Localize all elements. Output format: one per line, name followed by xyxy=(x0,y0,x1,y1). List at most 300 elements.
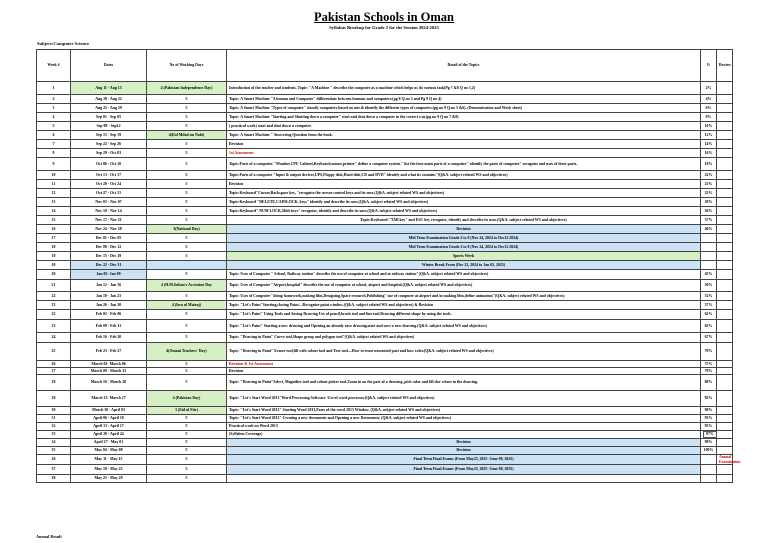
topic-cell: Topic:Keyboard "DELETE,CAPSLOCK, keys" identify and describe its uses.(Q&A. subject related WS and objectives) xyxy=(227,198,701,207)
week-cell: 29 xyxy=(37,391,71,407)
percent-cell xyxy=(701,243,717,252)
table-row xyxy=(37,415,733,423)
percent-cell: 2% xyxy=(701,82,717,95)
working-days-cell: 5 xyxy=(147,333,227,343)
working-days-cell: 5 xyxy=(147,171,227,180)
working-days-cell: 5 xyxy=(147,198,227,207)
working-days-cell: 5 xyxy=(147,415,227,423)
working-days-cell: 5 xyxy=(147,368,227,375)
percent-cell: 36% xyxy=(701,207,717,216)
working-days-cell: 5 xyxy=(147,320,227,333)
table-row xyxy=(37,320,733,333)
percent-cell: 8% xyxy=(701,113,717,122)
percent-cell: 37% xyxy=(701,216,717,225)
review-cell xyxy=(717,447,733,455)
topic-cell: Revision xyxy=(227,368,701,375)
review-cell xyxy=(717,280,733,292)
table-row xyxy=(37,171,733,180)
week-cell: 26 xyxy=(37,361,71,368)
table-row xyxy=(37,455,733,465)
topic-cell: Topic: A Smart Machine "A human and Computer" differentiate between humans and computers.(pg 8 Q.no 3 and Pg 9 Q no 4) xyxy=(227,95,701,104)
review-cell xyxy=(717,216,733,225)
dates-cell: Oct 20 - Oct 24 xyxy=(71,180,147,189)
working-days-cell: 5 xyxy=(147,455,227,465)
review-cell xyxy=(717,113,733,122)
review-cell xyxy=(717,310,733,320)
week-cell: 23 xyxy=(37,320,71,333)
week-cell: 17 xyxy=(37,234,71,243)
dates-cell: Feb 16 - Feb 20 xyxy=(71,333,147,343)
working-days-cell: 4 (Pakistan Independence Day) xyxy=(147,82,227,95)
review-cell xyxy=(717,122,733,131)
dates-cell: Aug 11 - Aug 15 xyxy=(71,82,147,95)
week-cell: 5 xyxy=(37,122,71,131)
subject-label: Subject:Computer Science xyxy=(37,41,90,46)
percent-cell: 25% xyxy=(701,189,717,198)
working-days-cell: 5 xyxy=(147,447,227,455)
topic-cell: Topic: "Let's Paint" Using Tools and Saving Drawing Use of pencil,brush tool and line tool.Drawing different shape by using the tools. xyxy=(227,310,701,320)
working-days-cell: 5 xyxy=(147,189,227,198)
dates-cell: May 25 - May 29 xyxy=(71,475,147,483)
table-row xyxy=(37,234,733,243)
dates-cell: April 20 - April 24 xyxy=(71,431,147,439)
percent-cell: 45% xyxy=(701,270,717,280)
table-row xyxy=(37,198,733,207)
topic-cell: Topic: "Let's Start Word 2013"Word Processing Software. Use of word processor.(Q&A. subject related WS and objectives) xyxy=(227,391,701,407)
percent-cell xyxy=(701,475,717,483)
topic-cell: Revision xyxy=(227,140,701,149)
table-row xyxy=(37,343,733,361)
week-cell: 15 xyxy=(37,216,71,225)
topic-cell: Topic: "Let's Start Word 2013" Creating a new documents and Opening a new Documents. (Q&A. subject related WS and objectives) xyxy=(227,415,701,423)
table-row xyxy=(37,82,733,95)
table-row xyxy=(37,447,733,455)
table-row xyxy=(37,149,733,158)
dates-cell: Jan 05- Jan 09 xyxy=(71,270,147,280)
dates-cell: May 04 - May 08 xyxy=(71,447,147,455)
review-cell xyxy=(717,207,733,216)
review-cell xyxy=(717,375,733,391)
working-days-cell: 5 xyxy=(147,95,227,104)
review-cell xyxy=(717,243,733,252)
table-row xyxy=(37,465,733,475)
percent-cell xyxy=(701,252,717,261)
working-days-cell: 5 xyxy=(147,423,227,431)
week-cell: 14 xyxy=(37,207,71,216)
dates-cell: Nov 03 - Nov 07 xyxy=(71,198,147,207)
table-row xyxy=(37,216,733,225)
header-percent: % xyxy=(701,50,717,82)
week-cell: 37 xyxy=(37,465,71,475)
dates-cell: Nov 24 - Nov 28 xyxy=(71,225,147,234)
table-row xyxy=(37,333,733,343)
table-row xyxy=(37,439,733,447)
header-dates: Dates xyxy=(71,50,147,82)
table-row xyxy=(37,407,733,415)
week-cell: 31 xyxy=(37,415,71,423)
working-days-cell: 5 xyxy=(147,122,227,131)
topic-cell: Introduction of the teacher and students. Topic: "A Machine " describe the computer as a machine which helps us do various task(Pg 7 &8 Q no 1,2) xyxy=(227,82,701,95)
week-cell: 22 xyxy=(37,292,71,301)
review-cell xyxy=(717,234,733,243)
dates-cell: Oct 13 - Oct 17 xyxy=(71,171,147,180)
week-cell: 28 xyxy=(37,375,71,391)
dates-cell: Nov 10 - Nov 14 xyxy=(71,207,147,216)
dates-cell: Aug 25 - Aug 29 xyxy=(71,104,147,113)
review-cell xyxy=(717,252,733,261)
percent-value-box: 97% xyxy=(703,431,717,437)
week-cell: 38 xyxy=(37,475,71,483)
topic-cell: Practical work on Word 2013 xyxy=(227,423,701,431)
working-days-cell: 4(Omani Teachers' Day) xyxy=(147,343,227,361)
working-days-cell: 5 xyxy=(147,375,227,391)
percent-cell: 62% xyxy=(701,310,717,320)
topic-cell: 1st Assessment xyxy=(227,149,701,158)
working-days-cell: 5 xyxy=(147,361,227,368)
review-cell xyxy=(717,104,733,113)
percent-cell: 67% xyxy=(701,333,717,343)
topic-cell: Mid Term Examination Grade 2 to 8 (Nov 24, 2024 to Dec12 2024) xyxy=(227,234,701,243)
dates-cell: Sep 01 - Sep 05 xyxy=(71,113,147,122)
working-days-cell: 5 xyxy=(147,439,227,447)
percent-cell: 4% xyxy=(701,95,717,104)
percent-cell: 18% xyxy=(701,158,717,171)
week-cell: 22 xyxy=(37,310,71,320)
table-row xyxy=(37,292,733,301)
week-cell: 23 xyxy=(37,301,71,310)
topic-cell: Topic: "Let's Start Word 2013" Starting Word 2013,Parts of the word 2013 Window. (Q&A. subject related WS and objectives) xyxy=(227,407,701,415)
working-days-cell: 5 xyxy=(147,140,227,149)
topic-cell: Sports Week xyxy=(227,252,701,261)
percent-cell xyxy=(701,234,717,243)
working-days-cell: 5 xyxy=(147,292,227,301)
topic-cell xyxy=(227,475,701,483)
topic-cell: Final Term Final Exams (From May25, 2025 -June 08, 2025) xyxy=(227,465,701,475)
working-days-cell: 4 (H.M.Sultan's Accession Day xyxy=(147,280,227,292)
percent-cell: 50% xyxy=(701,280,717,292)
working-days-cell: 5 xyxy=(147,216,227,225)
week-cell: 3 xyxy=(37,104,71,113)
dates-cell: Feb 02 - Feb 06 xyxy=(71,310,147,320)
topic-cell: Topic: A Smart Machine "Types of computer" classify computers based on size.& identify the different types of computers.(pg no 9 Q.no 5 &6). (Demonstration and Work sheet) xyxy=(227,104,701,113)
topic-cell: Topic: A Smart Machine " Answering Question from the book. xyxy=(227,131,701,140)
table-row xyxy=(37,375,733,391)
table-row xyxy=(37,131,733,140)
working-days-cell: 5 xyxy=(147,431,227,439)
dates-cell: Aug 18 - Aug 22 xyxy=(71,95,147,104)
table-row xyxy=(37,475,733,483)
week-cell: 33 xyxy=(37,431,71,439)
review-cell xyxy=(717,368,733,375)
table-row xyxy=(37,431,733,439)
document-subtitle: Syllabus Breakup for Grade 2 for the Session 2024-2025 xyxy=(329,25,439,30)
table-row xyxy=(37,180,733,189)
table-row xyxy=(37,368,733,375)
week-cell: 2 xyxy=(37,95,71,104)
topic-cell: Revision xyxy=(227,225,701,234)
dates-cell: Sep 15 - Sep 19 xyxy=(71,131,147,140)
percent-cell: 78% xyxy=(701,368,717,375)
percent-cell: 22% xyxy=(701,171,717,180)
topic-cell: Topic:Keyboard"Cursor,Backspace key, "recognise the cursor control keys and its uses.(Q&A. subject related WS and objectives) xyxy=(227,189,701,198)
dates-cell: Jan 12 - Jan 16 xyxy=(71,280,147,292)
percent-cell: 99% xyxy=(701,439,717,447)
dates-cell: Oct 06 - Oct 10 xyxy=(71,158,147,171)
percent-cell: 75% xyxy=(701,361,717,368)
dates-cell: Feb 09 - Feb 13 xyxy=(71,320,147,333)
dates-cell: March 02- March 06 xyxy=(71,361,147,368)
topic-cell: Topic: "Drawing in Paint" Eraser tool,fill with colour tool and Text tool....How to erase unwanted part and how color.(Q&A. subject related WS and objectives) xyxy=(227,343,701,361)
dates-cell: Dec 08 - Dec 12 xyxy=(71,243,147,252)
working-days-cell: 5 xyxy=(147,234,227,243)
topic-cell: Winter Break From (Dec 22, 2024 to Jan 02, 2025) xyxy=(227,261,701,270)
percent-cell: 23% xyxy=(701,180,717,189)
topic-cell: Revision & 1st Assessment xyxy=(227,361,701,368)
header-topics: Detail of the Topics xyxy=(227,50,701,82)
working-days-cell: 5 xyxy=(147,252,227,261)
table-row xyxy=(37,261,733,270)
review-cell xyxy=(717,189,733,198)
dates-cell: April 06 - April 10 xyxy=(71,415,147,423)
review-cell xyxy=(717,301,733,310)
header-review: Review xyxy=(717,50,733,82)
document-title: Pakistan Schools in Oman xyxy=(314,10,454,24)
topic-cell: Topic:Parts of a computer. "Monitor,CPU Cabinet,Keyboard,mouse,printer" define a computer system." list the four main parts of a computer" identify the parts of computer" recognise and uses of these parts. xyxy=(227,158,701,171)
working-days-cell: 5 xyxy=(147,158,227,171)
percent-cell: 14% xyxy=(701,140,717,149)
table-row xyxy=(37,301,733,310)
week-cell: 32 xyxy=(37,423,71,431)
working-days-cell: 4(Eid Milad un Nabi) xyxy=(147,131,227,140)
working-days-cell xyxy=(147,261,227,270)
topic-cell: Topic: Uses of Computer "Airport,hospital" describe the use of computer at school, airport and hospital.(Q&A. subject related WS and objectives) xyxy=(227,280,701,292)
topic-cell: (Syllabus Coverage) xyxy=(227,431,701,439)
dates-cell: May 18 - May 22 xyxy=(71,465,147,475)
topic-cell: Revision xyxy=(227,439,701,447)
working-days-cell: 5 xyxy=(147,475,227,483)
percent-cell: 40% xyxy=(701,225,717,234)
topic-cell: ( practical work) start and shut down a computer. xyxy=(227,122,701,131)
working-days-cell: 5 xyxy=(147,465,227,475)
percent-cell: 16% xyxy=(701,149,717,158)
week-cell: 13 xyxy=(37,198,71,207)
dates-cell: March 30 - April 03 xyxy=(71,407,147,415)
percent-cell xyxy=(701,261,717,270)
dates-cell: Sep 29 - Oct 03 xyxy=(71,149,147,158)
table-row xyxy=(37,391,733,407)
week-cell: 36 xyxy=(37,455,71,465)
title-block xyxy=(36,10,732,34)
review-cell xyxy=(717,140,733,149)
review-cell xyxy=(717,343,733,361)
week-cell: 11 xyxy=(37,180,71,189)
dates-cell: Jan 19 - Jan 23 xyxy=(71,292,147,301)
week-cell: 35 xyxy=(37,447,71,455)
review-cell xyxy=(717,95,733,104)
dates-cell: Dec 22 - Dec 31 xyxy=(71,261,147,270)
percent-cell xyxy=(701,431,717,439)
table-row xyxy=(37,252,733,261)
percent-cell: 6% xyxy=(701,104,717,113)
table-row xyxy=(37,243,733,252)
working-days-cell: 4 (Isra ul Mairaj) xyxy=(147,301,227,310)
week-cell: 24 xyxy=(37,333,71,343)
table-row xyxy=(37,207,733,216)
percent-cell: 52% xyxy=(701,292,717,301)
review-cell xyxy=(717,171,733,180)
topic-cell: Revision xyxy=(227,180,701,189)
review-cell xyxy=(717,261,733,270)
topic-cell: Topic:Keyboard:"TAB key" and ESC key recognise, identify and describe its uses.(Q&A. subject related WS and objectives) xyxy=(227,216,701,225)
dates-cell: April 27 - May 01 xyxy=(71,439,147,447)
topic-cell: Topic: "Let's Paint"Starting,closing Paint....Recognize paint window.(Q&A. subject related WS and objectives) & Revision xyxy=(227,301,701,310)
week-cell: 6 xyxy=(37,131,71,140)
dates-cell: Dec 01 - Dec 05 xyxy=(71,234,147,243)
review-cell xyxy=(717,225,733,234)
week-cell: 8 xyxy=(37,149,71,158)
table-row xyxy=(37,113,733,122)
review-cell xyxy=(717,158,733,171)
percent-cell: 80% xyxy=(701,375,717,391)
dates-cell: March 23- March 27 xyxy=(71,391,147,407)
percent-cell: 90% xyxy=(701,407,717,415)
table-row xyxy=(37,280,733,292)
week-cell: 10 xyxy=(37,171,71,180)
dates-cell: May 11 - May 15 xyxy=(71,455,147,465)
dates-cell: Feb 23 - Feb 27 xyxy=(71,343,147,361)
table-row xyxy=(37,310,733,320)
working-days-cell: 3(National Day) xyxy=(147,225,227,234)
topic-cell: Final Term Final Exams (From May25, 2025 -June 08, 2025) xyxy=(227,455,701,465)
working-days-cell: 3 (Eid ul Fitr) xyxy=(147,407,227,415)
week-cell: 20 xyxy=(37,261,71,270)
week-cell: 16 xyxy=(37,225,71,234)
week-cell: 18 xyxy=(37,243,71,252)
annual-result-label: Annual Result xyxy=(36,534,62,539)
review-cell xyxy=(717,407,733,415)
review-cell xyxy=(717,149,733,158)
review-cell xyxy=(717,82,733,95)
percent-cell: 65% xyxy=(701,320,717,333)
table-row xyxy=(37,95,733,104)
review-cell xyxy=(717,415,733,423)
dates-cell: March 09 - March 13 xyxy=(71,368,147,375)
header-row xyxy=(37,50,733,82)
table-row xyxy=(37,158,733,171)
working-days-cell: 5 xyxy=(147,310,227,320)
topic-cell: Topic:Parts of a computer "Input & output devices,UPS,Floppy disk,Hard disk,CD and DVD" identify and what its contains"(Q&A. subject related WS and objectives) xyxy=(227,171,701,180)
week-cell: 7 xyxy=(37,140,71,149)
week-cell: 25 xyxy=(37,343,71,361)
syllabus-table xyxy=(36,49,741,483)
header-week: Week # xyxy=(37,50,71,82)
dates-cell: Sep 08 - Sep12 xyxy=(71,122,147,131)
topic-cell: Mid Term Examination Grade 2 to 8 (Nov 24, 2024 to Dec12 2024) xyxy=(227,243,701,252)
week-cell: 20 xyxy=(37,270,71,280)
review-cell xyxy=(717,333,733,343)
review-cell xyxy=(717,431,733,439)
syllabus-rows xyxy=(37,82,741,483)
percent-cell xyxy=(701,465,717,475)
percent-cell xyxy=(701,455,717,465)
percent-cell: 85% xyxy=(701,391,717,407)
percent-cell: 93% xyxy=(701,415,717,423)
working-days-cell: 5 xyxy=(147,149,227,158)
topic-cell: Topic: Uses of Computer "doing homework,making film,Designing,Space research,Publishing" use of computer at airport and in making film,define animation"(Q&A. subject related WS and objectives) xyxy=(227,292,701,301)
review-cell: Annual Examination xyxy=(717,455,733,465)
review-cell xyxy=(717,270,733,280)
percent-cell: 70% xyxy=(701,343,717,361)
table-row xyxy=(37,423,733,431)
working-days-cell: 5 xyxy=(147,207,227,216)
working-days-cell: 5 xyxy=(147,243,227,252)
review-cell xyxy=(717,198,733,207)
percent-cell: 100% xyxy=(701,447,717,455)
review-cell xyxy=(717,423,733,431)
topic-cell: Topic: "Drawing in Paint"Select, Magnifier tool and colour picker tool.Zoom in on the part of a drawing ,pick color and fill slor where in the drawing. xyxy=(227,375,701,391)
review-cell xyxy=(717,465,733,475)
week-cell: 9 xyxy=(37,158,71,171)
percent-cell: 57% xyxy=(701,301,717,310)
working-days-cell: 5 xyxy=(147,180,227,189)
percent-cell: 95% xyxy=(701,423,717,431)
week-cell: 12 xyxy=(37,189,71,198)
review-cell xyxy=(717,320,733,333)
working-days-cell: 5 xyxy=(147,113,227,122)
percent-cell: 29% xyxy=(701,198,717,207)
dates-cell: April 13 - April 17 xyxy=(71,423,147,431)
dates-cell: Dec 15 - Dec 19 xyxy=(71,252,147,261)
dates-cell: March 16 - March 20 xyxy=(71,375,147,391)
table-row xyxy=(37,104,733,113)
table-row xyxy=(37,189,733,198)
week-cell: 30 xyxy=(37,407,71,415)
review-cell xyxy=(717,391,733,407)
table-row xyxy=(37,361,733,368)
dates-cell: Oct 27 - Oct 31 xyxy=(71,189,147,198)
table-row xyxy=(37,225,733,234)
topic-cell: Revision xyxy=(227,447,701,455)
header-working-days: No of Working Days xyxy=(147,50,227,82)
percent-cell: 10% xyxy=(701,122,717,131)
percent-cell: 12% xyxy=(701,131,717,140)
topic-cell: Topic:Keyboard" NUM LOCK,Shift keys" recognise, identify and describe its uses.(Q&A. subject related WS and objectives) xyxy=(227,207,701,216)
dates-cell: Jan 26 - Jan 30 xyxy=(71,301,147,310)
week-cell: 27 xyxy=(37,368,71,375)
review-cell xyxy=(717,292,733,301)
working-days-cell: 4 (Pakistan Day) xyxy=(147,391,227,407)
topic-cell: Topic: "Let's Paint" Starting a new drawing and Opening an already save drawing.start and save a new drawing.(Q&A. subject related WS and objectives) xyxy=(227,320,701,333)
table-row xyxy=(37,122,733,131)
table-row xyxy=(37,270,733,280)
topic-cell: Topic: A Smart Machine "Starting and Shutting down a computer" start and shut down a computer in the correct way(pg no 9 Q no 7 &8) xyxy=(227,113,701,122)
review-cell xyxy=(717,475,733,483)
week-cell: 4 xyxy=(37,113,71,122)
dates-cell: Nov 17 - Nov 21 xyxy=(71,216,147,225)
review-cell xyxy=(717,131,733,140)
working-days-cell: 5 xyxy=(147,270,227,280)
review-cell xyxy=(717,361,733,368)
week-cell: 19 xyxy=(37,252,71,261)
table-row xyxy=(37,140,733,149)
topic-cell: Topic: "Drawing in Paint" Curve tool,Shape group and polygon tool"(Q&A. subject related WS and objectives) xyxy=(227,333,701,343)
working-days-cell: 5 xyxy=(147,104,227,113)
review-cell xyxy=(717,439,733,447)
week-cell: 21 xyxy=(37,280,71,292)
dates-cell: Sep 22 - Sep 26 xyxy=(71,140,147,149)
review-cell xyxy=(717,180,733,189)
week-cell: 1 xyxy=(37,82,71,95)
